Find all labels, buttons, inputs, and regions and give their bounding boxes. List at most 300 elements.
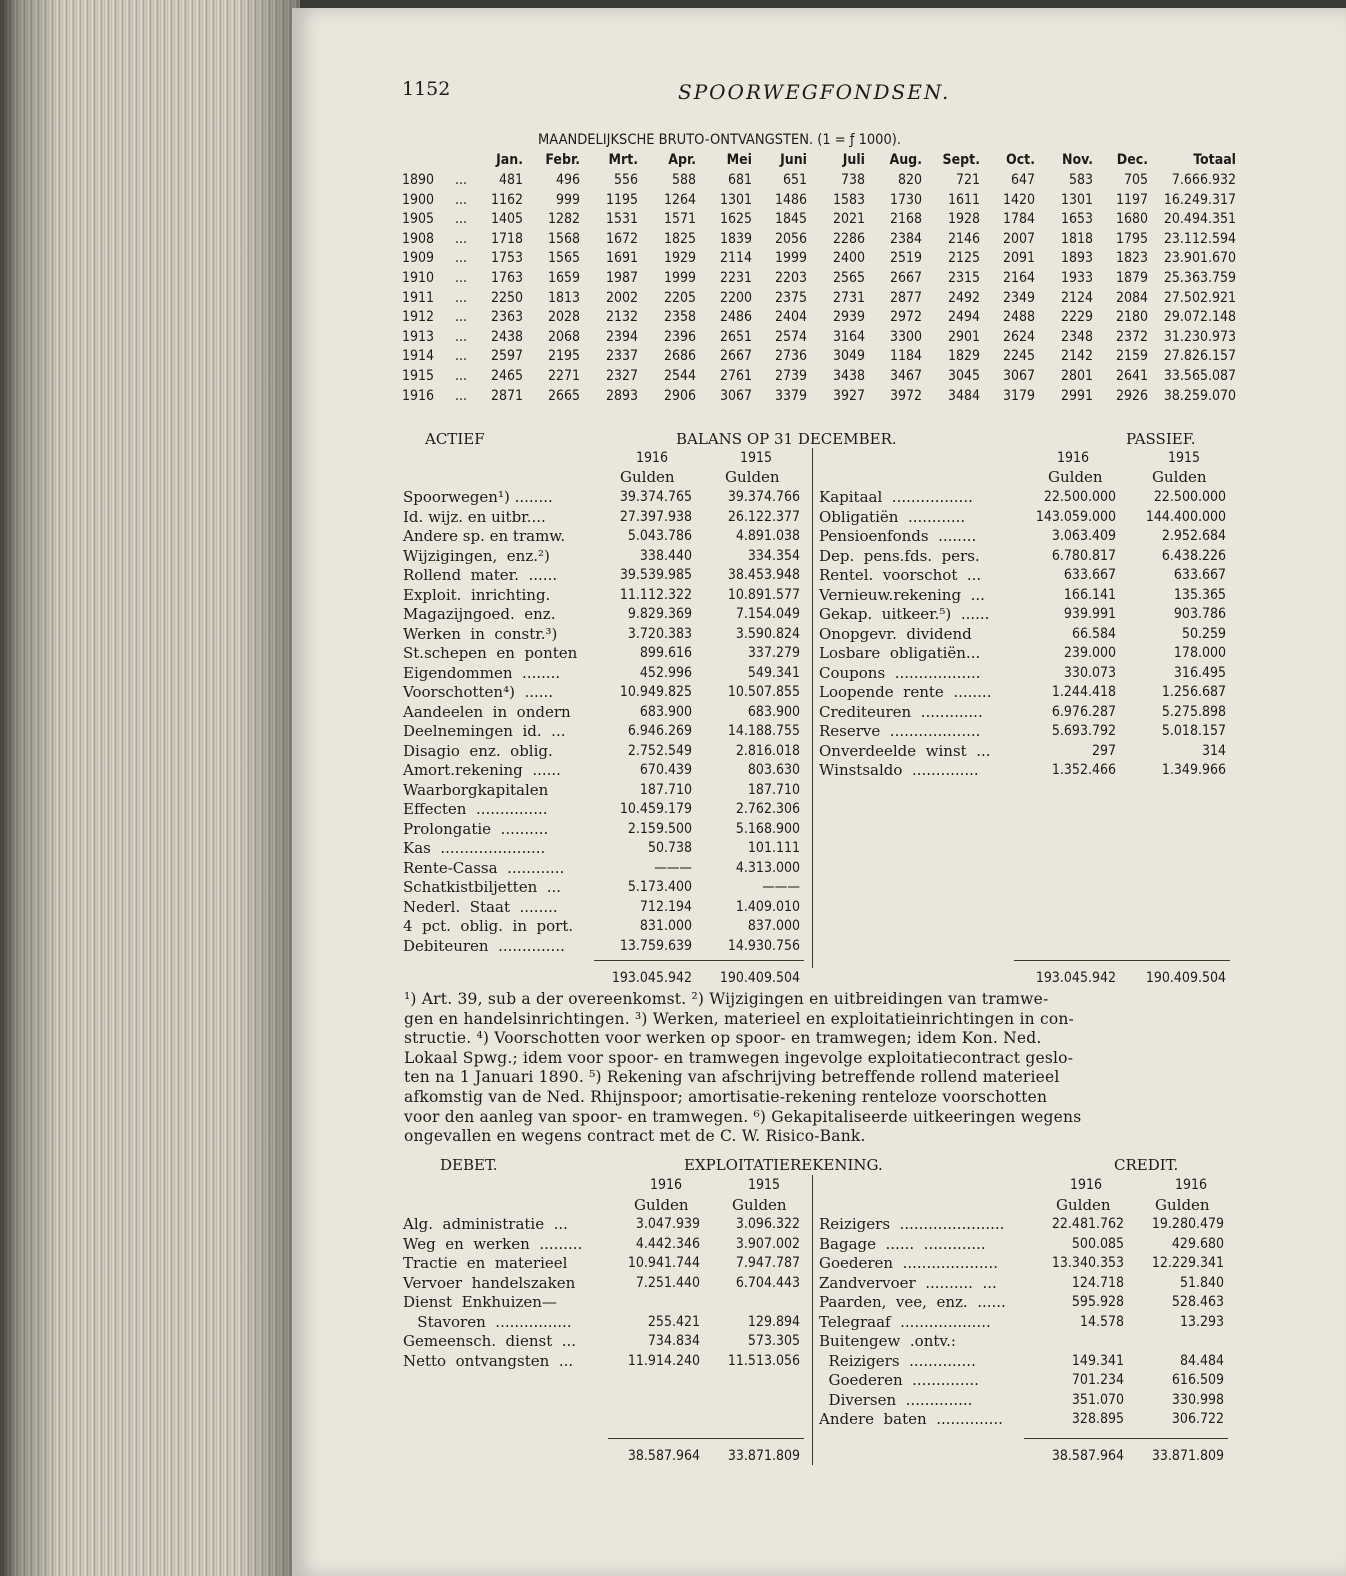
monthly-row-year: 1911 <box>402 289 435 306</box>
exploitatie-credit-1916: 701.234 <box>1071 1372 1124 1388</box>
balance-actief-1915: 683.900 <box>747 703 800 720</box>
balance-passief-label: Dep. pens.fds. pers. <box>819 546 980 565</box>
monthly-cell: 3927 <box>832 387 865 404</box>
monthly-cell: 3049 <box>832 348 865 365</box>
monthly-cell: 1571 <box>663 211 696 228</box>
balance-actief-label: Schatkistbiljetten ... <box>403 878 562 896</box>
monthly-cell: 1763 <box>490 270 523 286</box>
balance-passief-1915: 1.256.687 <box>1161 684 1226 700</box>
monthly-cell: 2375 <box>774 289 807 306</box>
balance-passief-1916: 66.584 <box>1071 625 1116 642</box>
balance-actief-1916: 683.900 <box>639 703 692 720</box>
balance-total-passief-1915: 190.409.504 <box>1145 970 1226 986</box>
balance-actief-label: Magazijngoed. enz. <box>403 605 556 623</box>
exploitatie-debet-1916: 734.834 <box>647 1333 700 1349</box>
page-number: 1152 <box>402 78 451 100</box>
monthly-cell: 1625 <box>719 211 752 228</box>
balance-actief-1916: 10.949.825 <box>619 684 692 700</box>
balance-year-1915: 1915 <box>1168 450 1201 466</box>
monthly-row-year: 1915 <box>402 368 435 384</box>
balance-actief-label: Rollend mater. ...... <box>403 566 558 584</box>
monthly-cell: 999 <box>555 191 580 208</box>
monthly-cell: 2231 <box>719 270 752 286</box>
monthly-cell: 3484 <box>947 387 980 404</box>
exploitatie-credit-1916: 14.578 <box>1079 1313 1124 1330</box>
balance-passief-1915: 2.952.684 <box>1161 528 1226 544</box>
balance-actief-1916: 670.439 <box>639 762 692 778</box>
monthly-row-leader: ... <box>455 309 467 326</box>
monthly-cell: 1282 <box>547 211 580 228</box>
balance-passief-label: Reserve ................... <box>819 722 981 740</box>
monthly-row-year: 1916 <box>402 387 435 404</box>
exploitatie-credit-label: Goederen .................... <box>819 1254 998 1272</box>
monthly-cell: 2271 <box>547 368 580 384</box>
balance-actief-1915: 10.507.855 <box>727 684 800 700</box>
monthly-cell: 2667 <box>889 270 922 286</box>
monthly-cell: 1301 <box>719 191 752 208</box>
balance-passief-label: Gekap. uitkeer.⁵) ...... <box>819 605 990 623</box>
monthly-row-leader: ... <box>455 387 467 404</box>
exploitatie-debet-label: Netto ontvangsten ... <box>403 1351 574 1370</box>
balance-passief-label: Losbare obligatiën... <box>819 644 981 662</box>
balance-actief-label: Eigendommen ........ <box>403 663 561 682</box>
exploitatie-year-1916: 1916 <box>650 1177 683 1193</box>
footnote-line: structie. ⁴) Voorschotten voor werken op spoor- en tramwegen; idem Kon. Ned. <box>404 1029 1042 1048</box>
balance-passief-label: Winstsaldo .............. <box>819 761 979 779</box>
exploitatie-debet-1915: 573.305 <box>747 1333 800 1349</box>
exploitatie-debet-1915: 3.907.002 <box>735 1235 800 1252</box>
balance-actief-1916: 9.829.369 <box>627 606 692 622</box>
exploitatie-total-rule <box>608 1438 804 1439</box>
balance-passief-1916: 297 <box>1091 742 1116 759</box>
balance-actief-1915: 2.762.306 <box>735 801 800 817</box>
monthly-cell: 1531 <box>605 211 638 228</box>
monthly-cell: 2229 <box>1060 309 1093 326</box>
monthly-cell: 1568 <box>547 230 580 247</box>
monthly-cell: 2667 <box>719 348 752 365</box>
monthly-cell: 2180 <box>1115 309 1148 326</box>
monthly-cell: 1730 <box>889 191 922 208</box>
monthly-cell: 2400 <box>832 250 865 267</box>
monthly-row-leader: ... <box>455 211 467 228</box>
monthly-cell: 2028 <box>547 309 580 326</box>
exploitatie-credit-1915: 429.680 <box>1171 1235 1224 1252</box>
monthly-cell: 1611 <box>947 191 980 208</box>
balance-actief-1915: 4.313.000 <box>735 859 800 876</box>
monthly-cell: 1184 <box>889 348 922 365</box>
exploitatie-credit-1916: 595.928 <box>1071 1294 1124 1310</box>
monthly-cell: 820 <box>897 172 922 188</box>
balance-actief-1916: 3.720.383 <box>627 625 692 642</box>
balance-passief-label: Coupons .................. <box>819 663 981 682</box>
monthly-row-year: 1909 <box>402 250 435 267</box>
balance-actief-label: Prolongatie .......... <box>403 819 549 838</box>
balance-actief-1916: 2.159.500 <box>627 820 692 837</box>
exploitatie-divider <box>812 1175 813 1465</box>
exploitatie-unit: Gulden <box>1056 1196 1111 1214</box>
balance-passief-1915: 5.018.157 <box>1161 723 1226 739</box>
exploitatie-left-heading: DEBET. <box>440 1156 498 1174</box>
monthly-cell: 1672 <box>605 230 638 247</box>
monthly-cell: 23.901.670 <box>1163 250 1236 267</box>
balance-actief-label: Disagio enz. oblig. <box>403 741 553 760</box>
exploitatie-debet-label: Dienst Enkhuizen— <box>403 1293 557 1311</box>
monthly-cell: 1195 <box>605 191 638 208</box>
balance-actief-1916: 27.397.938 <box>619 508 692 525</box>
exploitatie-total-rule <box>1024 1438 1228 1439</box>
monthly-cell: 20.494.351 <box>1163 211 1236 228</box>
balance-actief-label: Rente-Cassa ............ <box>403 858 565 877</box>
exploitatie-credit-1916: 124.718 <box>1071 1274 1124 1291</box>
exploitatie-debet-label: Weg en werken ......... <box>403 1234 583 1253</box>
monthly-row-year: 1910 <box>402 270 435 286</box>
balance-unit: Gulden <box>1048 468 1103 486</box>
monthly-cell: 2146 <box>947 230 980 247</box>
balance-passief-1916: 1.244.418 <box>1051 684 1116 700</box>
monthly-col-header: Oct. <box>1006 152 1035 168</box>
monthly-cell: 2132 <box>605 309 638 326</box>
footnote-line: afkomstig van de Ned. Rhijnspoor; amortisatie-rekening renteloze voorschotten <box>404 1088 1048 1106</box>
monthly-cell: 1583 <box>832 191 865 208</box>
balance-passief-1916: 5.693.792 <box>1051 723 1116 739</box>
monthly-cell: 2494 <box>947 309 980 326</box>
balance-passief-1915: 178.000 <box>1173 645 1226 661</box>
balance-passief-1915: 903.786 <box>1173 606 1226 622</box>
monthly-cell: 1691 <box>605 250 638 267</box>
exploitatie-total-debet-1915: 33.871.809 <box>727 1448 800 1464</box>
monthly-row-year: 1900 <box>402 191 435 208</box>
balance-passief-1915: 314 <box>1201 742 1226 759</box>
balance-actief-1915: 38.453.948 <box>727 567 800 583</box>
monthly-cell: 2394 <box>605 328 638 345</box>
monthly-cell: 1999 <box>774 250 807 267</box>
monthly-cell: 38.259.070 <box>1163 387 1236 404</box>
monthly-col-header: Mei <box>726 152 752 168</box>
monthly-cell: 1928 <box>947 211 980 228</box>
monthly-cell: 2068 <box>547 328 580 345</box>
balance-passief-1916: 6.976.287 <box>1051 703 1116 720</box>
exploitatie-debet-1915: 129.894 <box>747 1313 800 1330</box>
monthly-cell: 2486 <box>719 309 752 326</box>
monthly-cell: 1999 <box>663 270 696 286</box>
monthly-cell: 2438 <box>490 328 523 345</box>
monthly-cell: 33.565.087 <box>1163 368 1236 384</box>
exploitatie-credit-1915: 616.509 <box>1171 1372 1224 1388</box>
monthly-cell: 2168 <box>889 211 922 228</box>
balance-actief-label: Andere sp. en tramw. <box>403 527 566 545</box>
monthly-cell: 2327 <box>605 368 638 384</box>
exploitatie-debet-label: Stavoren ................ <box>403 1312 572 1331</box>
monthly-cell: 23.112.594 <box>1163 230 1236 247</box>
balance-actief-label: Aandeelen in ondern <box>403 702 571 721</box>
balance-actief-label: Exploit. inrichting. <box>403 585 551 604</box>
balance-actief-label: Debiteuren .............. <box>403 936 565 955</box>
balance-unit: Gulden <box>725 468 780 486</box>
monthly-cell: 2574 <box>774 328 807 345</box>
exploitatie-credit-1916: 13.340.353 <box>1051 1255 1124 1271</box>
footnote-line: voor den aanleg van spoor- en tramwegen. ⁶) Gekapitaliseerde uitkeeringen wegens <box>404 1107 1082 1126</box>
balance-unit: Gulden <box>620 468 675 486</box>
balance-actief-label: St.schepen en ponten <box>403 644 578 662</box>
balance-actief-label: Amort.rekening ...... <box>403 761 561 779</box>
exploitatie-credit-1916: 500.085 <box>1071 1235 1124 1252</box>
monthly-cell: 3438 <box>832 368 865 384</box>
monthly-cell: 2871 <box>490 387 523 404</box>
balance-total-actief-1916: 193.045.942 <box>611 970 692 986</box>
exploitatie-credit-label: Zandvervoer .......... ... <box>819 1273 997 1292</box>
balance-actief-1916: 6.946.269 <box>627 723 692 739</box>
monthly-row-leader: ... <box>455 250 467 267</box>
monthly-row-leader: ... <box>455 172 467 188</box>
balance-passief-1915: 144.400.000 <box>1145 508 1226 525</box>
balance-actief-label: 4 pct. oblig. in port. <box>403 917 574 935</box>
balance-actief-label: Id. wijz. en uitbr.... <box>403 507 546 526</box>
exploitatie-year-1915: 1915 <box>748 1177 781 1193</box>
monthly-cell: 1933 <box>1060 270 1093 286</box>
monthly-cell: 2991 <box>1060 387 1093 404</box>
balance-passief-1916: 239.000 <box>1063 645 1116 661</box>
exploitatie-unit: Gulden <box>1155 1196 1210 1214</box>
exploitatie-title: EXPLOITATIEREKENING. <box>684 1156 883 1174</box>
exploitatie-credit-1916: 22.481.762 <box>1051 1216 1124 1232</box>
monthly-cell: 1987 <box>605 270 638 286</box>
monthly-cell: 583 <box>1068 172 1093 188</box>
monthly-cell: 1829 <box>947 348 980 365</box>
monthly-cell: 25.363.759 <box>1163 270 1236 286</box>
monthly-cell: 1753 <box>490 250 523 267</box>
monthly-cell: 2597 <box>490 348 523 365</box>
balance-passief-label: Onopgevr. dividend <box>819 624 972 643</box>
balance-passief-1915: 6.438.226 <box>1161 547 1226 564</box>
monthly-cell: 1659 <box>547 270 580 286</box>
monthly-cell: 2200 <box>719 289 752 306</box>
balance-actief-1916: 338.440 <box>639 547 692 564</box>
monthly-cell: 2084 <box>1115 289 1148 306</box>
monthly-cell: 2384 <box>889 230 922 247</box>
monthly-cell: 2404 <box>774 309 807 326</box>
exploitatie-debet-1916: 255.421 <box>647 1313 700 1330</box>
monthly-cell: 2164 <box>1002 270 1035 286</box>
balance-passief-1915: 1.349.966 <box>1161 762 1226 778</box>
balance-actief-1916: 5.173.400 <box>627 879 692 895</box>
balance-actief-label: Effecten ............... <box>403 800 548 818</box>
monthly-table-title: MAANDELIJKSCHE BRUTO-ONTVANGSTEN. (1 = ƒ 1000). <box>538 132 902 148</box>
monthly-cell: 1486 <box>774 191 807 208</box>
balance-actief-1915: 101.111 <box>747 840 800 856</box>
book-edge-shadow <box>0 0 300 1576</box>
exploitatie-credit-1915: 84.484 <box>1179 1352 1224 1369</box>
balance-total-rule <box>1014 960 1230 961</box>
balance-actief-label: Waarborgkapitalen <box>403 780 549 799</box>
monthly-cell: 2250 <box>490 289 523 306</box>
monthly-cell: 2195 <box>547 348 580 365</box>
monthly-row-year: 1890 <box>402 172 435 188</box>
monthly-cell: 588 <box>671 172 696 188</box>
exploitatie-debet-1915: 7.947.787 <box>735 1255 800 1271</box>
balance-year-1916: 1916 <box>1057 450 1090 466</box>
balance-actief-1915: 14.930.756 <box>727 937 800 954</box>
exploitatie-debet-1916: 4.442.346 <box>635 1235 700 1252</box>
monthly-cell: 721 <box>955 172 980 188</box>
balance-passief-1916: 330.073 <box>1063 664 1116 681</box>
monthly-col-header: Dec. <box>1116 152 1148 168</box>
monthly-col-header: Aug. <box>889 152 922 168</box>
exploitatie-debet-1915: 11.513.056 <box>727 1352 800 1369</box>
exploitatie-credit-1915: 19.280.479 <box>1151 1216 1224 1232</box>
balance-passief-label: Crediteuren ............. <box>819 702 983 721</box>
balance-total-actief-1915: 190.409.504 <box>719 970 800 986</box>
balance-actief-1915: 26.122.377 <box>727 508 800 525</box>
monthly-cell: 1197 <box>1115 191 1148 208</box>
exploitatie-unit: Gulden <box>634 1196 689 1214</box>
monthly-row-year: 1914 <box>402 348 435 365</box>
footnote-line: gen en handelsinrichtingen. ³) Werken, materieel en exploitatieinrichtingen in con- <box>404 1009 1074 1028</box>
balance-right-heading: PASSIEF. <box>1126 430 1196 448</box>
monthly-cell: 1784 <box>1002 211 1035 228</box>
monthly-cell: 2926 <box>1115 387 1148 404</box>
monthly-col-header: Apr. <box>668 152 696 168</box>
monthly-cell: 1264 <box>663 191 696 208</box>
monthly-cell: 2641 <box>1115 368 1148 384</box>
exploitatie-credit-1916: 351.070 <box>1071 1391 1124 1408</box>
monthly-cell: 556 <box>613 172 638 188</box>
monthly-cell: 2021 <box>832 211 865 228</box>
monthly-cell: 1653 <box>1060 211 1093 228</box>
monthly-row-year: 1905 <box>402 211 435 228</box>
monthly-cell: 1893 <box>1060 250 1093 267</box>
monthly-col-header: Jan. <box>496 152 523 168</box>
monthly-cell: 3467 <box>889 368 922 384</box>
balance-actief-1915: 187.710 <box>747 781 800 798</box>
monthly-cell: 2761 <box>719 368 752 384</box>
balance-actief-1916: ——— <box>654 859 692 876</box>
monthly-cell: 2349 <box>1002 289 1035 306</box>
monthly-cell: 27.502.921 <box>1163 289 1236 306</box>
monthly-cell: 2286 <box>832 230 865 247</box>
monthly-cell: 7.666.932 <box>1171 172 1236 188</box>
monthly-cell: 1839 <box>719 230 752 247</box>
balance-passief-1916: 939.991 <box>1063 606 1116 622</box>
monthly-col-header: Febr. <box>545 152 580 168</box>
monthly-row-leader: ... <box>455 191 467 208</box>
balance-year-1915: 1915 <box>740 450 773 466</box>
balance-passief-1916: 3.063.409 <box>1051 528 1116 544</box>
balance-actief-1916: 11.112.322 <box>619 586 692 603</box>
monthly-cell: 2372 <box>1115 328 1148 345</box>
monthly-col-header: Sept. <box>942 152 980 168</box>
exploitatie-credit-label: Telegraaf ................... <box>819 1312 991 1331</box>
balance-passief-label: Rentel. voorschot ... <box>819 566 982 584</box>
exploitatie-unit: Gulden <box>732 1196 787 1214</box>
monthly-cell: 2686 <box>663 348 696 365</box>
balance-actief-1915: 549.341 <box>747 664 800 681</box>
monthly-row-year: 1912 <box>402 309 435 326</box>
monthly-cell: 2315 <box>947 270 980 286</box>
monthly-cell: 1825 <box>663 230 696 247</box>
balance-actief-1915: 803.630 <box>747 762 800 778</box>
balance-passief-label: Kapitaal ................. <box>819 488 973 506</box>
balance-actief-label: Nederl. Staat ........ <box>403 897 558 916</box>
monthly-cell: 2056 <box>774 230 807 247</box>
monthly-cell: 2142 <box>1060 348 1093 365</box>
monthly-col-header: Nov. <box>1061 152 1093 168</box>
balance-actief-1915: 39.374.766 <box>727 489 800 505</box>
monthly-cell: 2007 <box>1002 230 1035 247</box>
exploitatie-total-credit-1915: 33.871.809 <box>1151 1448 1224 1464</box>
balance-passief-1915: 22.500.000 <box>1153 489 1226 505</box>
monthly-cell: 2159 <box>1115 348 1148 365</box>
balance-actief-label: Spoorwegen¹) ........ <box>403 488 553 506</box>
balance-passief-1916: 166.141 <box>1063 586 1116 603</box>
monthly-cell: 2396 <box>663 328 696 345</box>
monthly-cell: 3164 <box>832 328 865 345</box>
exploitatie-credit-label: Goederen .............. <box>819 1371 979 1389</box>
balance-passief-label: Loopende rente ........ <box>819 683 992 701</box>
monthly-cell: 2544 <box>663 368 696 384</box>
monthly-cell: 1718 <box>490 230 523 247</box>
exploitatie-credit-label: Reizigers ...................... <box>819 1215 1005 1233</box>
exploitatie-credit-1915: 306.722 <box>1171 1411 1224 1427</box>
exploitatie-credit-label: Paarden, vee, enz. ...... <box>819 1293 1006 1311</box>
exploitatie-debet-1915: 3.096.322 <box>735 1216 800 1232</box>
running-title: SPOORWEGFONDSEN. <box>678 80 951 104</box>
monthly-cell: 681 <box>727 172 752 188</box>
balance-actief-1916: 39.374.765 <box>619 489 692 505</box>
exploitatie-total-credit-1916: 38.587.964 <box>1051 1448 1124 1464</box>
exploitatie-credit-year-a: 1916 <box>1070 1177 1103 1193</box>
exploitatie-debet-1916: 3.047.939 <box>635 1216 700 1232</box>
exploitatie-credit-1915: 528.463 <box>1171 1294 1224 1310</box>
exploitatie-credit-1915: 330.998 <box>1171 1391 1224 1408</box>
monthly-cell: 2972 <box>889 309 922 326</box>
balance-actief-1916: 831.000 <box>639 918 692 934</box>
balance-actief-1916: 50.738 <box>647 840 692 856</box>
balance-actief-1916: 39.539.985 <box>619 567 692 583</box>
exploitatie-credit-1915: 51.840 <box>1179 1274 1224 1291</box>
monthly-col-header: Juli <box>842 152 865 168</box>
monthly-row-leader: ... <box>455 328 467 345</box>
monthly-cell: 2901 <box>947 328 980 345</box>
balance-actief-1916: 899.616 <box>639 645 692 661</box>
balance-actief-1916: 452.996 <box>639 664 692 681</box>
exploitatie-credit-1916: 149.341 <box>1071 1352 1124 1369</box>
balance-passief-1916: 22.500.000 <box>1043 489 1116 505</box>
monthly-col-header: Mrt. <box>608 152 638 168</box>
monthly-cell: 1301 <box>1060 191 1093 208</box>
balance-actief-label: Kas ...................... <box>403 839 546 857</box>
monthly-cell: 2125 <box>947 250 980 267</box>
monthly-cell: 27.826.157 <box>1163 348 1236 365</box>
balance-passief-1915: 135.365 <box>1173 586 1226 603</box>
monthly-row-leader: ... <box>455 230 467 247</box>
monthly-cell: 1879 <box>1115 270 1148 286</box>
exploitatie-total-debet-1916: 38.587.964 <box>627 1448 700 1464</box>
monthly-cell: 2465 <box>490 368 523 384</box>
balance-passief-label: Onverdeelde winst ... <box>819 741 991 760</box>
exploitatie-right-heading: CREDIT. <box>1114 1156 1179 1174</box>
monthly-cell: 2906 <box>663 387 696 404</box>
monthly-cell: 3067 <box>1002 368 1035 384</box>
monthly-cell: 2488 <box>1002 309 1035 326</box>
monthly-cell: 481 <box>498 172 523 188</box>
monthly-cell: 1680 <box>1115 211 1148 228</box>
balance-title: BALANS OP 31 DECEMBER. <box>676 430 897 448</box>
monthly-cell: 3972 <box>889 387 922 404</box>
balance-actief-1916: 10.459.179 <box>619 801 692 817</box>
exploitatie-credit-label: Reizigers .............. <box>819 1351 976 1370</box>
balance-passief-label: Pensioenfonds ........ <box>819 527 977 545</box>
monthly-cell: 1823 <box>1115 250 1148 267</box>
